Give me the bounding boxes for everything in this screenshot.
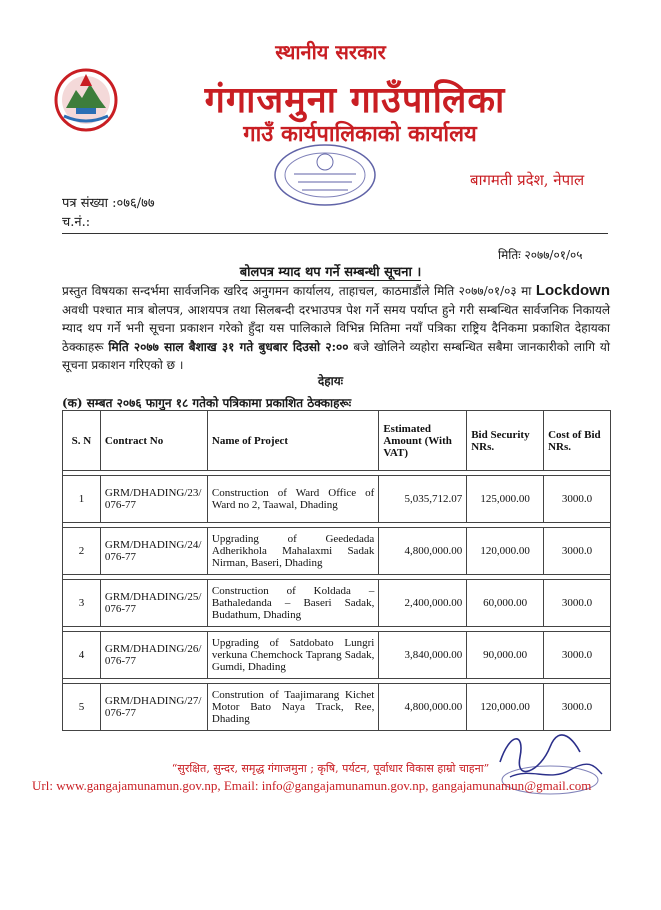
office-name: गाउँ कार्यपालिकाको कार्यालय <box>243 121 477 147</box>
cell-estimated-amount: 4,800,000.00 <box>379 528 467 575</box>
cell-estimated-amount: 5,035,712.07 <box>379 476 467 523</box>
cell-contract-no: GRM/DHADING/25/ 076-77 <box>100 580 207 627</box>
cell-bid-security: 120,000.00 <box>467 528 544 575</box>
nepal-emblem-icon <box>52 64 120 134</box>
header-bid-security: Bid Security NRs. <box>467 411 544 471</box>
dispatch-number: च.नं.: <box>62 215 91 230</box>
table-row <box>63 476 611 523</box>
office-seal-stamp <box>270 142 380 208</box>
cell-project-name: Construction of Ward Office of Ward no 2, Taawal, Dhading <box>207 476 378 523</box>
cell-project-name: Upgrading of Geededada Adherikhola Mahalaxmi Sadak Nirman, Baseri, Dhading <box>207 528 378 575</box>
cell-sn: 4 <box>63 632 101 679</box>
cell-bid-security: 120,000.00 <box>467 684 544 731</box>
cell-bid-security: 90,000.00 <box>467 632 544 679</box>
header-contract-no: Contract No <box>100 411 207 471</box>
notice-body-part1: प्रस्तुत विषयका सन्दर्भमा सार्वजनिक खरिद अनुगमन कार्यालय, ताहाचल, काठमाडौंले मिति २०७७/०१/०३ मा <box>62 284 532 298</box>
header-divider <box>62 233 608 234</box>
letter-number: पत्र संख्या :०७६/७७ <box>62 196 155 211</box>
cell-estimated-amount: 4,800,000.00 <box>379 684 467 731</box>
notice-title <box>0 262 661 280</box>
opening-datetime: मिति २०७७ साल बैशाख ३१ गते बुधबार दिउसो २:०० <box>108 339 349 354</box>
cell-bid-cost: 3000.0 <box>544 476 611 523</box>
cell-estimated-amount: 3,840,000.00 <box>379 632 467 679</box>
cell-project-name: Constrution of Taajimarang Kichet Motor Bato Naya Track, Ree, Dhading <box>207 684 378 731</box>
contact-url-line: Url: www.gangajamunamun.gov.np, Email: info@gangajamunamun.gov.np, gangajamunamun@gmail.com <box>32 778 592 793</box>
table-header-row <box>63 411 611 471</box>
cell-contract-no: GRM/DHADING/26/ 076-77 <box>100 632 207 679</box>
municipality-slogan: “सुरक्षित, सुन्दर, समृद्ध गंगाजमुना ; कृषि, पर्यटन, पूर्वाधार विकास हाम्रो चाहना” <box>171 762 490 775</box>
cell-estimated-amount: 2,400,000.00 <box>379 580 467 627</box>
header-estimated-amount: Estimated Amount (With VAT) <box>379 411 467 471</box>
municipality-name: गंगाजमुना गाउँपालिका <box>204 79 506 121</box>
cell-bid-cost: 3000.0 <box>544 632 611 679</box>
notice-body-part3: बजे खोलिने व्यहोरा सम्बन्धित सबैमा जानकारीको लागि यो सूचना प्रकाशन गरिएको छ । <box>62 339 610 372</box>
contracts-table <box>62 410 611 731</box>
cell-project-name: Upgrading of Satdobato Lungri verkuna Chemchock Taprang Sadak, Gumdi, Dhading <box>207 632 378 679</box>
header-sn: S. N <box>63 411 101 471</box>
cell-sn: 3 <box>63 580 101 627</box>
cell-contract-no: GRM/DHADING/24/ 076-77 <box>100 528 207 575</box>
notice-body-part2: अवधी पश्चात मात्र बोलपत्र, आशयपत्र तथा सिलबन्दी दरभाउपत्र पेश गर्ने समय पर्याप्त हुने गरी सम्बन्धित सार्वजनिक निकायले म्याद थप गर्ने भनी सूचना प्रकाशन गरेको हुँदा यस पालिकाले विभिन्न मितिमा नयाँ पत्रिका राष्ट्रिय दैनिकमा प्रकाशित देहायका ठेक्काहरू <box>62 302 610 354</box>
lockdown-word: Lockdown <box>535 282 610 299</box>
notice-date: मितिः २०७७/०१/०५ <box>498 248 583 262</box>
cell-contract-no: GRM/DHADING/27/ 076-77 <box>100 684 207 731</box>
header-project-name: Name of Project <box>207 411 378 471</box>
notice-title-text: बोलपत्र म्याद थप गर्ने सम्बन्धी सूचना । <box>239 265 422 280</box>
cell-bid-cost: 3000.0 <box>544 528 611 575</box>
section-ka-heading: (क) सम्बत २०७६ फागुन १८ गतेको पत्रिकामा प्रकाशित ठेक्काहरूः <box>62 396 352 410</box>
cell-sn: 1 <box>63 476 101 523</box>
table-row <box>63 632 611 679</box>
cell-sn: 5 <box>63 684 101 731</box>
cell-project-name: Construction of Koldada – Bathaledanda – Baseri Sadak, Budathum, Dhading <box>207 580 378 627</box>
following-heading: देहायः <box>317 374 344 388</box>
cell-sn: 2 <box>63 528 101 575</box>
cell-contract-no: GRM/DHADING/23/ 076-77 <box>100 476 207 523</box>
cell-bid-security: 125,000.00 <box>467 476 544 523</box>
cell-bid-cost: 3000.0 <box>544 580 611 627</box>
header-bid-cost: Cost of Bid NRs. <box>544 411 611 471</box>
local-government-label: स्थानीय सरकार <box>275 40 386 64</box>
cell-bid-security: 60,000.00 <box>467 580 544 627</box>
cell-bid-cost: 3000.0 <box>544 684 611 731</box>
table-row <box>63 580 611 627</box>
notice-body <box>62 282 610 375</box>
province-label: बागमती प्रदेश, नेपाल <box>470 171 585 189</box>
table-row <box>63 528 611 575</box>
